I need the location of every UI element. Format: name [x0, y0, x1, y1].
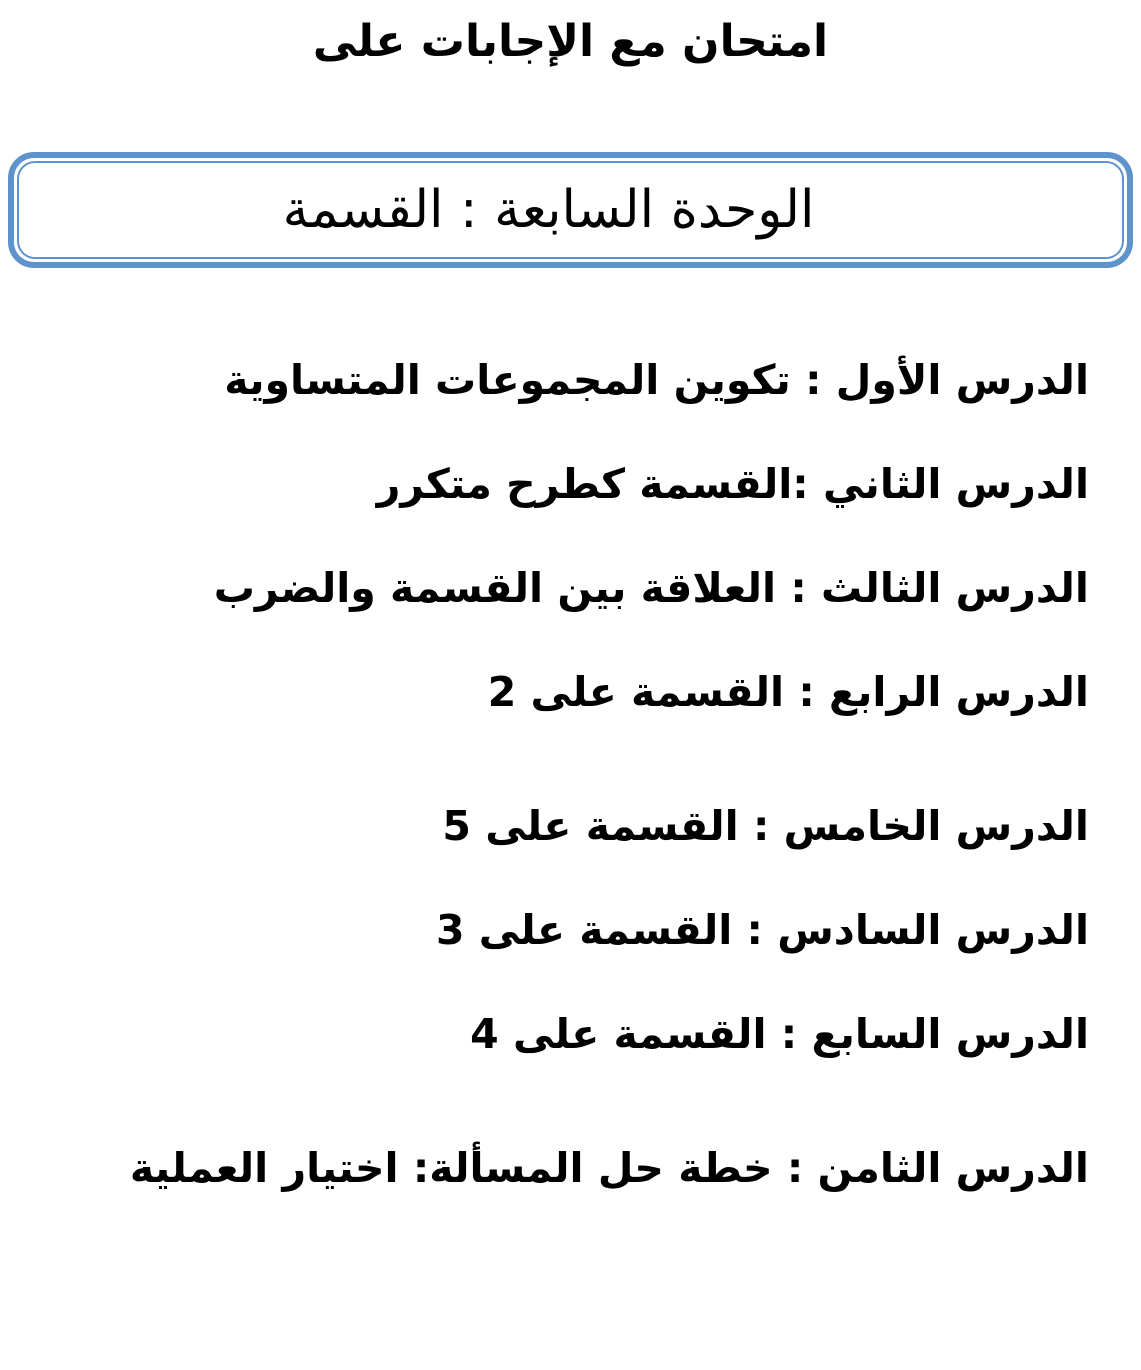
- lesson-item-7: الدرس السابع : القسمة على 4: [470, 1009, 1089, 1058]
- lesson-item-6: الدرس السادس : القسمة على 3: [435, 905, 1089, 954]
- unit-title-box-inner-border: [17, 161, 1124, 259]
- page-title: امتحان مع الإجابات على: [312, 16, 829, 67]
- lessons-list: [0, 328, 1141, 1220]
- lesson-group-3: [0, 1116, 1089, 1220]
- lesson-item-4: الدرس الرابع : القسمة على 2: [487, 667, 1089, 716]
- lesson-item-1: الدرس الأول : تكوين المجموعات المتساوية: [224, 355, 1089, 404]
- lesson-group-2: [0, 774, 1089, 1086]
- lesson-item-5: الدرس الخامس : القسمة على 5: [442, 801, 1089, 850]
- lesson-item-2: الدرس الثاني :القسمة كطرح متكرر: [376, 459, 1089, 508]
- unit-title: الوحدة السابعة : القسمة: [282, 179, 815, 240]
- unit-title-box: [8, 152, 1133, 268]
- lesson-item-8: الدرس الثامن : خطة حل المسألة: اختيار العملية: [129, 1143, 1089, 1192]
- lesson-group-1: [0, 328, 1089, 744]
- lesson-item-3: الدرس الثالث : العلاقة بين القسمة والضرب: [213, 563, 1089, 612]
